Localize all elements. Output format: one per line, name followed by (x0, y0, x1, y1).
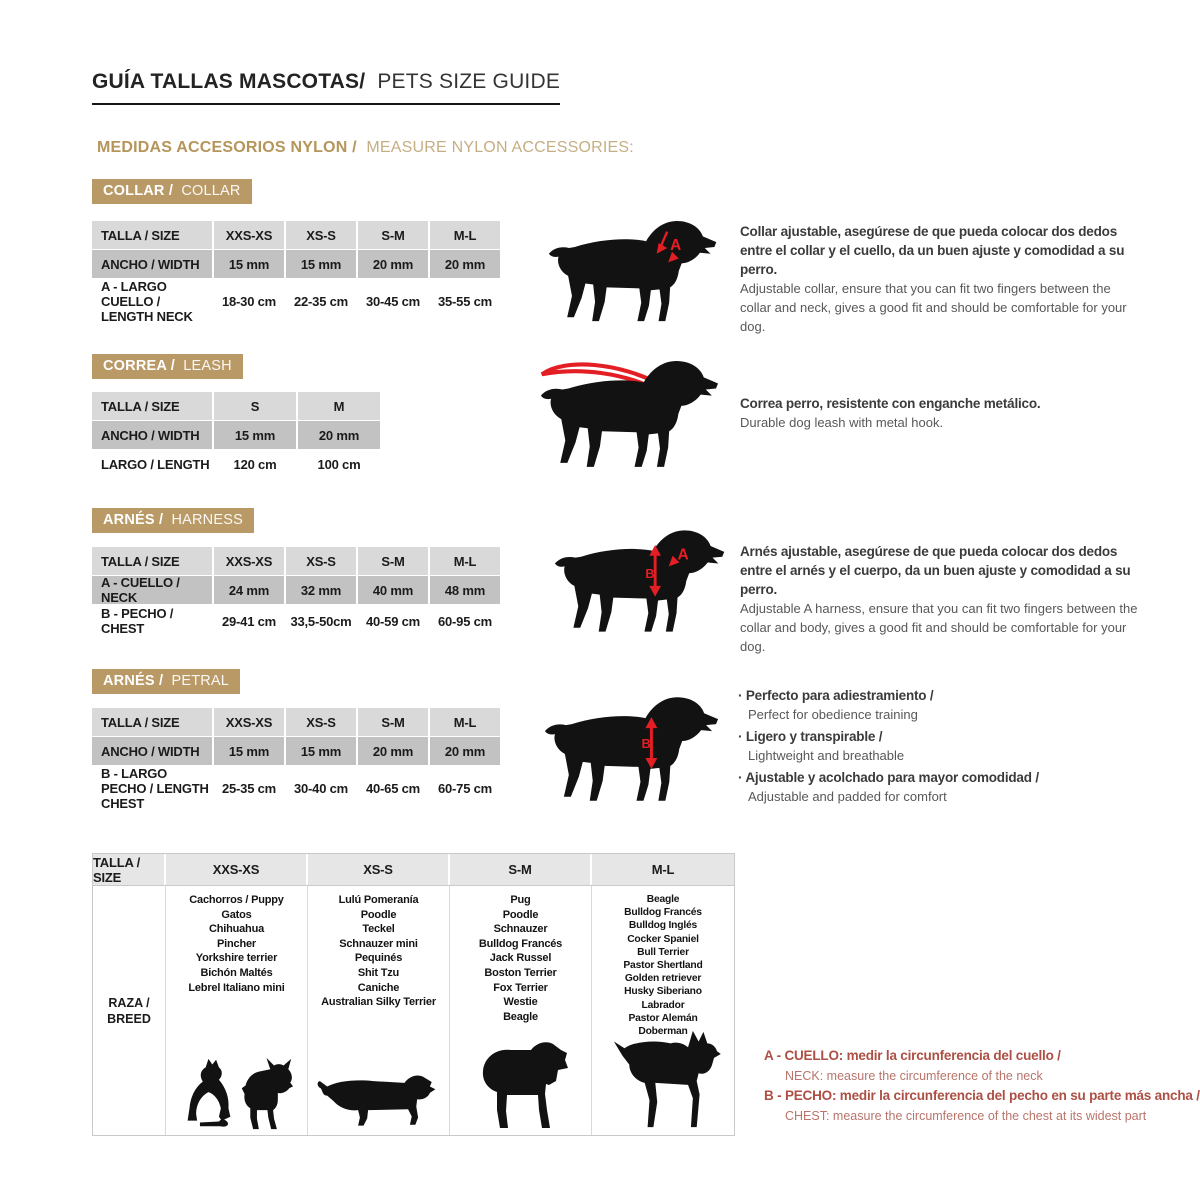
table-cell: 60-95 cm (430, 605, 500, 637)
collar-size-table (92, 221, 500, 323)
table-cell: 60-75 cm (430, 766, 500, 810)
badge-collar-en: COLLAR (181, 183, 241, 199)
harness-desc-en: Adjustable A harness, ensure that you can fit two fingers between the collar and body, gives a good fit and should be comfortable for your dog. (740, 601, 1138, 654)
table-cell: 40-65 cm (358, 766, 428, 810)
badge-petral-en: PETRAL (171, 673, 230, 689)
breed-item: Chihuahua (208, 923, 265, 936)
doberman-silhouette-icon (604, 1028, 722, 1132)
table-row (92, 250, 500, 278)
collar-desc-es: Collar ajustable, asegúrese de que pueda colocar dos dedos entre el collar y el cuello, da un buen ajuste y comodidad a su perro. (740, 224, 1125, 277)
breed-item: Bulldog Francés (478, 937, 563, 950)
dog-collar-illustration (546, 218, 724, 326)
breeds-cell-xs-s (308, 886, 450, 1135)
table-cell: 15 mm (214, 250, 284, 278)
breed-item: Golden retriever (624, 973, 702, 985)
breed-item: Schnauzer mini (339, 937, 418, 950)
breed-item: Australian Silky Terrier (321, 996, 436, 1009)
breed-item: Husky Siberiano (624, 986, 702, 998)
table-cell: 20 mm (430, 250, 500, 278)
column-header: XXS-XS (166, 854, 308, 885)
table-cell: 15 mm (286, 737, 356, 765)
breed-item: Bull Terrier (637, 946, 689, 958)
column-header: M (298, 392, 380, 420)
feature-item (738, 686, 1140, 724)
breed-item: Poodle (502, 908, 539, 921)
breed-item: Pug (510, 894, 531, 906)
row-label: ANCHO / WIDTH (92, 250, 212, 278)
table-row (92, 737, 500, 765)
breed-item: Pastor Alemán (628, 1012, 698, 1024)
dog-harness-illustration (552, 524, 732, 640)
breeds-body-row (93, 886, 734, 1135)
table-row (92, 576, 500, 604)
section-badge-collar (92, 179, 252, 204)
collar-marker-label: A (670, 236, 682, 254)
collar-desc-en: Adjustable collar, ensure that you can fit two fingers between the collar and neck, gives a good fit and should be comfortable for your dog. (740, 281, 1127, 334)
column-header: TALLA / SIZE (93, 854, 166, 885)
table-cell: 40-59 cm (358, 605, 428, 637)
feature-en: Adjustable and padded for comfort (748, 789, 947, 804)
column-header: S-M (358, 708, 428, 736)
feature-es: · Ajustable y acolchado para mayor comodidad / (738, 768, 1140, 787)
column-header: TALLA / SIZE (92, 708, 212, 736)
table-row (92, 421, 380, 449)
badge-petral-es: ARNÉS / (103, 673, 164, 689)
breed-item: Yorkshire terrier (195, 952, 278, 965)
column-header: S (214, 392, 296, 420)
table-cell: 25-35 cm (214, 766, 284, 810)
table-cell: 30-45 cm (358, 279, 428, 323)
column-header: S-M (358, 221, 428, 249)
column-header: XXS-XS (214, 708, 284, 736)
column-header: S-M (450, 854, 592, 885)
table-row (92, 708, 500, 736)
column-header: XXS-XS (214, 221, 284, 249)
table-cell: 20 mm (358, 250, 428, 278)
column-header: M-L (430, 221, 500, 249)
breed-item: Jack Russel (489, 952, 552, 965)
table-cell: 20 mm (430, 737, 500, 765)
row-label: A - LARGO CUELLO / LENGTH NECK (92, 279, 212, 323)
dog-silhouette-icon (555, 530, 724, 631)
table-row (92, 450, 380, 478)
page-subtitle-es: MEDIDAS ACCESORIOS NYLON / (97, 139, 357, 156)
breed-item: Schnauzer (493, 923, 548, 936)
breed-item: Gatos (221, 908, 252, 921)
note-neck-es: A - CUELLO: medir la circunferencia del cuello / (764, 1048, 1061, 1063)
page-title-en: PETS SIZE GUIDE (377, 70, 561, 93)
feature-item (738, 727, 1140, 765)
note-neck-en: NECK: measure the circumference of the neck (785, 1069, 1043, 1083)
feature-es: · Perfecto para adiestramiento / (738, 686, 1140, 705)
breeds-table (92, 853, 735, 1136)
row-label: ANCHO / WIDTH (92, 421, 212, 449)
feature-item (738, 768, 1140, 806)
leash-size-table (92, 392, 380, 478)
breed-item: Boston Terrier (484, 966, 557, 979)
row-label: ANCHO / WIDTH (92, 737, 212, 765)
breed-item: Poodle (360, 908, 397, 921)
petral-marker-label: B (641, 736, 651, 752)
table-row (92, 221, 500, 249)
note-chest-en: CHEST: measure the circumference of the chest at its widest part (785, 1109, 1147, 1123)
page-subtitle-en: MEASURE NYLON ACCESSORIES: (366, 139, 634, 156)
breed-item: Bulldog Inglés (628, 920, 698, 932)
table-row (92, 279, 500, 323)
table-cell: 22-35 cm (286, 279, 356, 323)
row-label: B - PECHO / CHEST (92, 605, 212, 637)
section-badge-leash (92, 354, 243, 379)
breed-item: Lulú Pomeranía (338, 894, 419, 906)
leash-description (740, 394, 1142, 432)
dog-silhouette-icon (545, 697, 718, 800)
breed-list (592, 886, 734, 1038)
table-cell: 15 mm (214, 421, 296, 449)
table-row (92, 547, 500, 575)
breeds-cell-xxs-xs (166, 886, 308, 1135)
table-cell: 100 cm (298, 450, 380, 478)
breed-item: Fox Terrier (493, 981, 548, 994)
column-header: TALLA / SIZE (92, 547, 212, 575)
column-header: TALLA / SIZE (92, 221, 212, 249)
table-row (92, 392, 380, 420)
column-header: M-L (651, 862, 675, 877)
breed-item: Labrador (641, 999, 685, 1011)
page-title (92, 70, 560, 105)
leash-desc-es: Correa perro, resistente con enganche metálico. (740, 396, 1041, 411)
table-cell: 20 mm (358, 737, 428, 765)
breeds-cell-m-l (592, 886, 734, 1135)
table-cell: 20 mm (298, 421, 380, 449)
table-cell: 15 mm (214, 737, 284, 765)
column-header: S-M (358, 547, 428, 575)
breed-item: Beagle (503, 1010, 538, 1023)
badge-harness-en: HARNESS (171, 512, 243, 528)
column-header: XS-S (286, 221, 356, 249)
breed-item: Cachorros / Puppy (189, 894, 284, 906)
badge-leash-en: LEASH (183, 358, 232, 374)
harness-desc-es: Arnés ajustable, asegúrese de que pueda colocar dos dedos entre el arnés y el cuerpo, da un buen ajuste y comodidad a su perro. (740, 544, 1131, 597)
breed-list (308, 886, 449, 1010)
table-cell: 18-30 cm (214, 279, 284, 323)
petral-features (738, 686, 1140, 809)
section-badge-petral (92, 669, 240, 694)
petral-size-table (92, 708, 500, 810)
harness-description (740, 542, 1142, 656)
section-badge-harness (92, 508, 254, 533)
row-label: RAZA / BREED (93, 886, 166, 1135)
column-header: TALLA / SIZE (92, 392, 212, 420)
breed-item: Teckel (362, 923, 395, 936)
column-header: M-L (430, 708, 500, 736)
breed-item: Doberman (638, 1026, 688, 1038)
breeds-cell-s-m (450, 886, 592, 1135)
table-cell: 35-55 cm (430, 279, 500, 323)
row-label: B - LARGO PECHO / LENGTH CHEST (92, 766, 212, 810)
table-cell: 29-41 cm (214, 605, 284, 637)
dog-silhouette-icon (549, 221, 716, 321)
breed-list (166, 886, 307, 995)
table-row (92, 605, 500, 637)
cat-and-chihuahua-silhouette-icon (177, 1056, 297, 1132)
harness-size-table (92, 547, 500, 637)
table-row (92, 766, 500, 810)
breed-item: Cocker Spaniel (627, 933, 699, 945)
table-cell: 40 mm (358, 576, 428, 604)
breed-item: Caniche (357, 981, 400, 994)
breed-item: Beagle (646, 894, 680, 905)
schnauzer-silhouette-icon (473, 1040, 569, 1132)
table-cell: 48 mm (430, 576, 500, 604)
harness-marker-a-label: A (677, 546, 689, 564)
table-cell: 30-40 cm (286, 766, 356, 810)
table-cell: 120 cm (214, 450, 296, 478)
row-label: A - CUELLO / NECK (92, 576, 212, 604)
collar-description (740, 222, 1142, 336)
table-cell: 24 mm (214, 576, 284, 604)
measuring-notes (764, 1046, 1200, 1126)
table-cell: 15 mm (286, 250, 356, 278)
breed-item: Lebrel Italiano mini (188, 981, 285, 994)
badge-leash-es: CORREA / (103, 358, 175, 374)
column-header: M-L (430, 547, 500, 575)
dog-petral-illustration (542, 694, 726, 806)
breed-item: Pincher (217, 937, 256, 950)
breed-item: Shit Tzu (357, 966, 400, 979)
breed-item: Pastor Shertland (623, 960, 703, 972)
breed-item: Bichón Maltés (200, 966, 273, 979)
breed-list (450, 886, 591, 1024)
column-header: XS-S (286, 547, 356, 575)
harness-marker-b-label: B (645, 567, 655, 582)
note-chest-es: B - PECHO: medir la circunferencia del pecho en su parte más ancha / (764, 1088, 1200, 1103)
feature-en: Lightweight and breathable (748, 748, 905, 763)
badge-harness-es: ARNÉS / (103, 512, 164, 528)
table-cell: 33,5-50cm (286, 605, 356, 637)
badge-collar-es: COLLAR / (103, 183, 174, 199)
dachshund-silhouette-icon (315, 1072, 443, 1132)
page-subtitle (97, 139, 634, 157)
breed-item: Westie (503, 996, 538, 1009)
dog-leash-illustration (536, 358, 728, 472)
leash-desc-en: Durable dog leash with metal hook. (740, 415, 944, 430)
page-title-es: GUÍA TALLAS MASCOTAS/ (92, 70, 366, 93)
table-cell: 32 mm (286, 576, 356, 604)
column-header: XXS-XS (214, 547, 284, 575)
breed-item: Pequinés (354, 952, 403, 965)
feature-es: · Ligero y transpirable / (738, 727, 1140, 746)
feature-en: Perfect for obedience training (748, 707, 918, 722)
column-header: XS-S (308, 854, 450, 885)
breed-item: Bulldog Francés (624, 907, 702, 919)
row-label: LARGO / LENGTH (92, 450, 212, 478)
column-header: XS-S (286, 708, 356, 736)
breeds-header-row (93, 854, 734, 886)
